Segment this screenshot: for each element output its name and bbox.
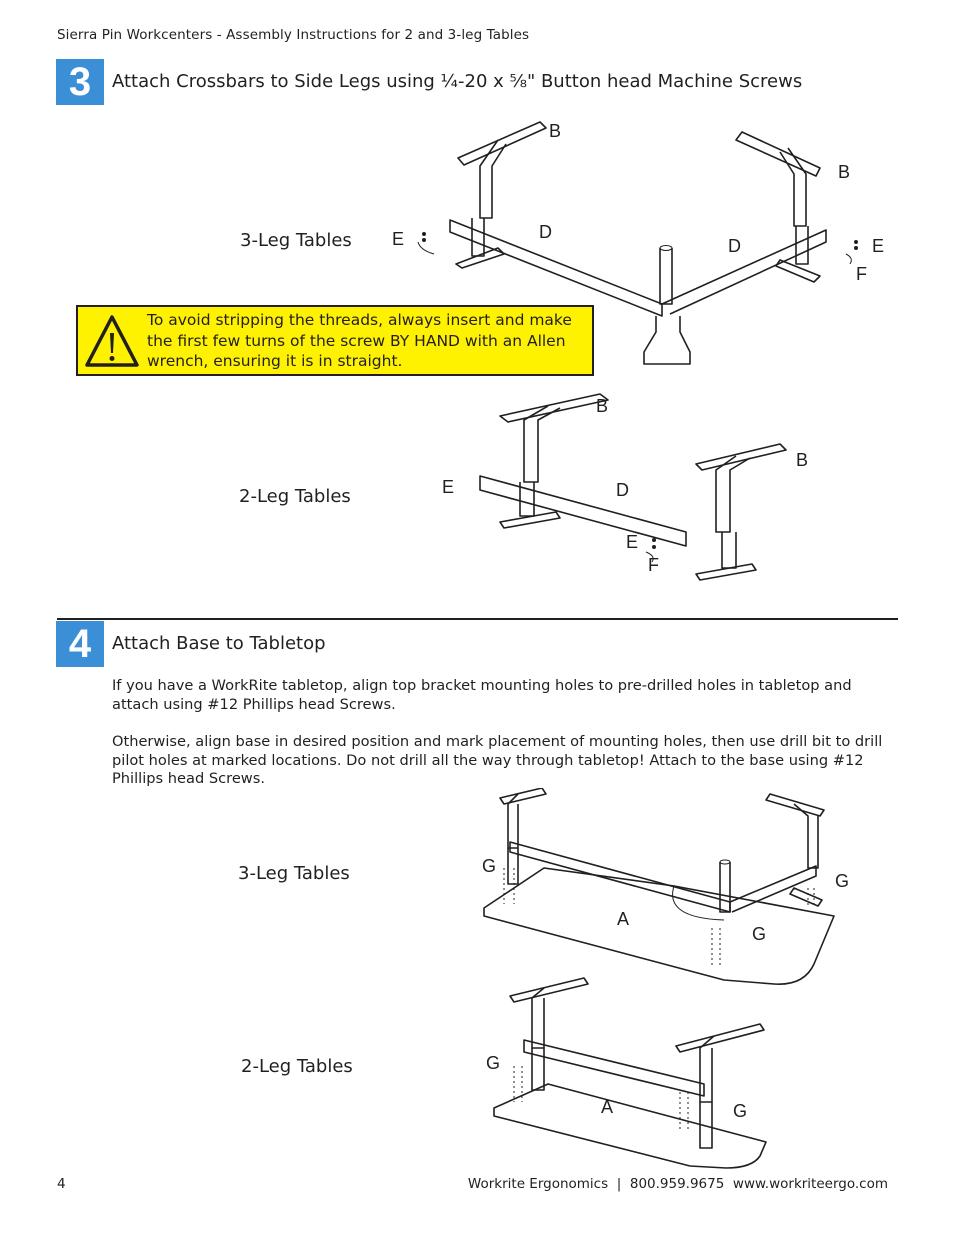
section-divider <box>57 618 898 620</box>
left-side-leg <box>456 122 546 268</box>
center-leg <box>644 246 690 365</box>
center-leg <box>720 860 730 912</box>
instruction-paragraph: Otherwise, align base in desired position and mark placement of mounting holes, then use drill bit to drill pilot holes at marked locations. Do not drill all the way through tabletop! Attach to the base using #12 Phillips head Screws. <box>112 733 883 787</box>
left-side-leg <box>500 394 608 528</box>
callout-d: D <box>616 480 629 500</box>
step-title: Attach Crossbars to Side Legs using ¼-20 x ⅝" Button head Machine Screws <box>112 71 803 92</box>
left-crossbar <box>450 220 662 316</box>
step-title: Attach Base to Tabletop <box>112 633 326 654</box>
figure-label-3leg: 3-Leg Tables <box>238 863 350 884</box>
callout-a: A <box>617 909 630 929</box>
callout-b: B <box>549 121 562 141</box>
callout-d: D <box>539 222 552 242</box>
footer-contact: Workrite Ergonomics | 800.959.9675 www.workriteergo.com <box>467 1176 888 1192</box>
right-side-leg <box>696 444 786 580</box>
figure-label-2leg: 2-Leg Tables <box>239 486 351 507</box>
crossbar <box>480 476 686 546</box>
callout-e: E <box>872 236 885 256</box>
tabletop <box>484 868 834 984</box>
callout-g: G <box>482 856 497 876</box>
callout-b: B <box>838 162 851 182</box>
crossbar <box>510 842 730 912</box>
screw-hardware-left <box>418 232 434 254</box>
warning-triangle-icon <box>84 313 140 369</box>
step-number-badge: 4 <box>56 621 104 667</box>
two-leg-tabletop-diagram <box>490 972 780 1172</box>
instruction-paragraph: If you have a WorkRite tabletop, align top bracket mounting holes to pre-drilled holes in tabletop and attach using #12 Phillips head Screws. <box>112 677 852 713</box>
callout-e: E <box>626 532 639 552</box>
warning-callout <box>76 305 594 376</box>
warning-text: To avoid stripping the threads, always insert and make the first few turns of the screw BY HAND with an Allen wrench, ensuring it is in straight. <box>147 311 572 370</box>
left-side-leg <box>500 788 546 884</box>
left-side-leg <box>510 978 588 1090</box>
tabletop <box>494 1084 766 1168</box>
three-leg-tabletop-diagram <box>474 788 854 988</box>
callout-f: F <box>648 555 659 575</box>
step-number-badge: 3 <box>56 59 104 105</box>
figure-label-3leg: 3-Leg Tables <box>240 230 352 251</box>
page-number: 4 <box>57 1176 66 1192</box>
callout-e: E <box>442 477 455 497</box>
callout-f: F <box>856 264 867 284</box>
callout-g: G <box>733 1101 748 1121</box>
callout-g: G <box>835 871 850 891</box>
callout-b: B <box>796 450 809 470</box>
page-header: Sierra Pin Workcenters - Assembly Instructions for 2 and 3-leg Tables <box>57 27 530 43</box>
right-side-leg <box>766 794 824 906</box>
callout-g: G <box>486 1053 501 1073</box>
right-side-leg <box>736 132 820 282</box>
callout-g: G <box>752 924 767 944</box>
right-crossbar <box>662 230 826 314</box>
two-leg-crossbar-diagram <box>460 392 820 588</box>
callout-e: E <box>392 229 405 249</box>
callout-b: B <box>596 396 609 416</box>
callout-d: D <box>728 236 741 256</box>
callout-a: A <box>601 1097 614 1117</box>
figure-label-2leg: 2-Leg Tables <box>241 1056 353 1077</box>
screw-hardware-right <box>846 240 858 264</box>
